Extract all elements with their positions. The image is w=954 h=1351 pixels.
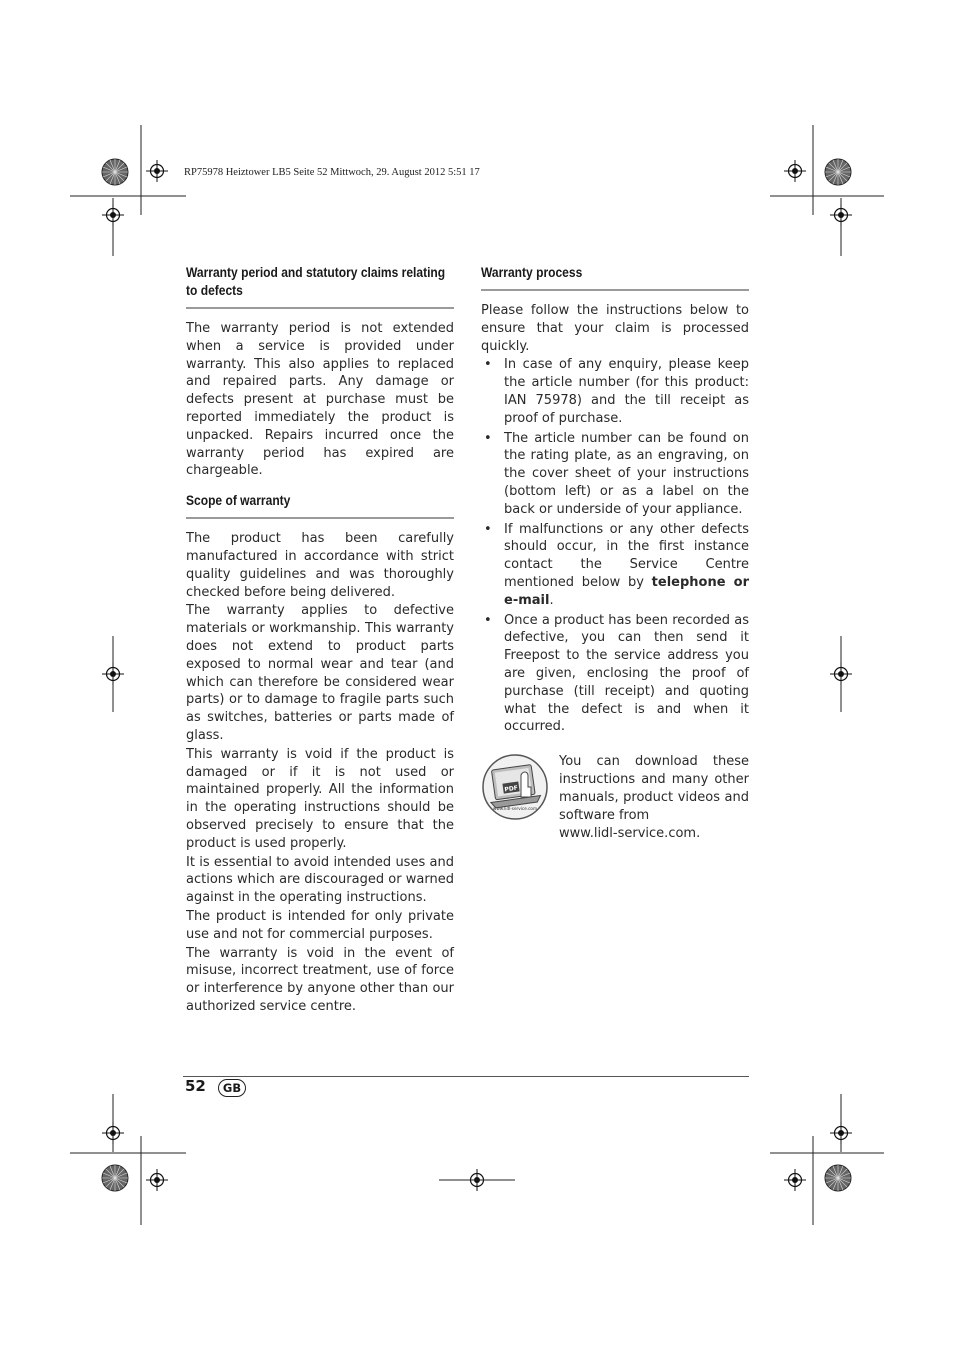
- warranty-process-heading-block: [481, 263, 749, 291]
- print-job-header: RP75978 Heiztower LB5 Seite 52 Mittwoch, 29. August 2012 5:51 17: [184, 167, 480, 178]
- bullet-icon: •: [484, 357, 492, 373]
- scope-paragraph: The warranty is void in the event of misuse, incorrect treatment, use of force or interference by anyone other than our authorized service centre.: [186, 945, 454, 1014]
- list-item: [481, 430, 749, 519]
- list-item-text: If malfunctions or any other defects should occur, in the first instance contact the Service Centre mentioned below by: [504, 521, 749, 590]
- warranty-process-list: [481, 356, 749, 736]
- warranty-process-intro: Please follow the instructions below to ensure that your claim is processed quickly.: [481, 303, 749, 354]
- scope-paragraph: The warranty applies to defective materials or workmanship. This warranty does not extend to product parts exposed to normal wear and tear (and which can therefore be considered wear parts) or to damage to fragile parts such as switches, batteries or parts made of glass.: [186, 603, 454, 743]
- bullet-icon: •: [484, 521, 492, 537]
- scope-paragraph: The product has been carefully manufactured in accordance with strict quality guidelines and was thoroughly checked before being delivered.: [186, 531, 454, 600]
- list-item-text-end: .: [549, 592, 554, 608]
- download-info: [481, 753, 749, 844]
- scope-heading: Scope of warranty: [186, 492, 291, 509]
- list-item-text: Once a product has been recorded as defective, you can then send it Freepost to the service address you are given, enclosing the proof of purchase (till receipt) and quoting what the defect is and when it occurred.: [504, 612, 749, 735]
- footer-rule: [183, 1076, 749, 1077]
- list-item-text: In case of any enquiry, please keep the article number (for this product: IAN 75978) and the till receipt as proof of purchase.: [504, 357, 749, 426]
- warranty-period-heading-block: [186, 263, 454, 309]
- contact-method-emphasis: telephone or e-mail: [504, 574, 749, 608]
- right-column: [481, 263, 749, 844]
- download-text-block: [559, 753, 749, 844]
- icon-url-label: www.lidl-service.com: [492, 806, 538, 812]
- download-text: You can download these instructions and many other manuals, product videos and software from: [559, 754, 749, 823]
- list-item-text: The article number can be found on the rating plate, as an engraving, on the cover sheet of your instructions (bottom left) or as a label on the back or underside of your appliance.: [504, 430, 749, 517]
- page-number: 52: [185, 1077, 206, 1095]
- spacer: [186, 481, 454, 491]
- list-item: [481, 521, 749, 610]
- download-url: www.lidl-service.com.: [559, 826, 701, 842]
- list-item: [481, 356, 749, 427]
- scope-paragraph: It is essential to avoid intended uses and actions which are discouraged or warned against in the operating instructions.: [186, 854, 454, 906]
- scope-paragraph: The product is intended for only private use and not for commercial purposes.: [186, 908, 454, 942]
- scope-paragraph: This warranty is void if the product is damaged or if it is not used or maintained properly. All the information in the operating instructions should be observed precisely to ensure that the product is used properly.: [186, 746, 454, 851]
- bullet-icon: •: [484, 612, 492, 628]
- list-item: [481, 612, 749, 737]
- download-laptop-icon: [481, 753, 559, 844]
- warranty-process-heading: Warranty process: [481, 264, 583, 280]
- left-column: [186, 263, 454, 1017]
- warranty-period-paragraph: The warranty period is not extended when a service is provided under warranty. This also applies to replaced and repaired parts. Any damage or defects present at purchase must be reported immediately the product is unpacked. Repairs incurred once the warranty period has expired are chargeable.: [186, 321, 454, 479]
- scope-heading-block: [186, 491, 454, 519]
- warranty-period-heading: Warranty period and statutory claims relating to defects: [186, 264, 446, 298]
- pdf-label: PDF: [504, 784, 519, 794]
- country-badge: GB: [218, 1079, 246, 1097]
- bullet-icon: •: [484, 430, 492, 446]
